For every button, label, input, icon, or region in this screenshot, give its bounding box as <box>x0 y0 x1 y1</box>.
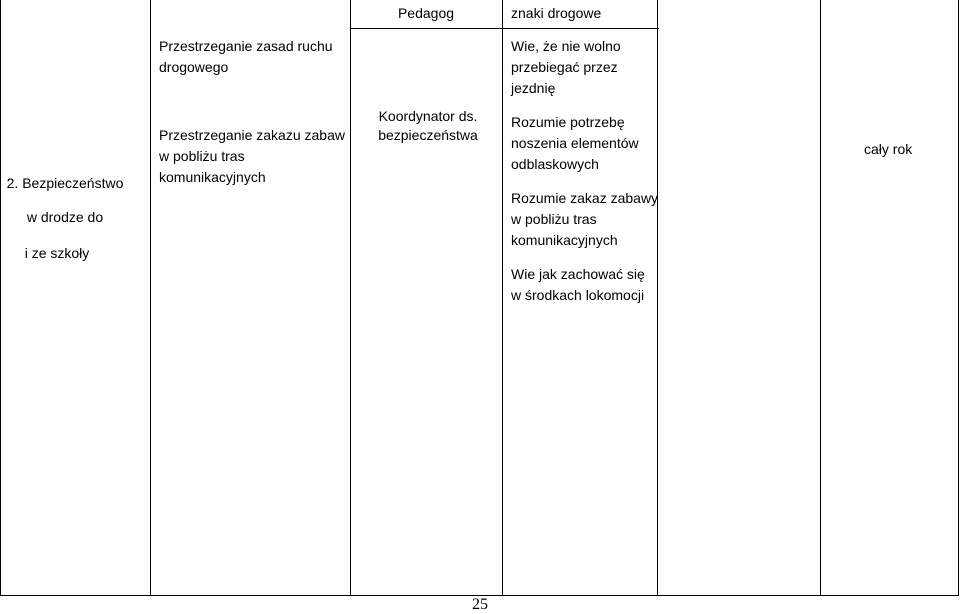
responsible-line-2: bezpieczeństwa <box>378 127 478 143</box>
topic-line-3: i ze szkoły <box>24 245 90 261</box>
outcome-2-line-2: noszenia elementów <box>511 135 639 151</box>
table-border-left <box>0 0 1 596</box>
topic-line-1: 2. Bezpieczeństwo <box>6 175 124 191</box>
outcome-2-line-3: odblaskowych <box>511 156 599 172</box>
column-divider-1 <box>150 0 151 596</box>
page-number: 25 <box>472 596 488 613</box>
task-1-line-2: drogowego <box>159 59 229 75</box>
responsible-line-1: Koordynator ds. <box>378 108 478 124</box>
outcome-3-line-3: komunikacyjnych <box>511 232 618 248</box>
outcome-1-line-1: Wie, że nie wolno <box>511 38 621 54</box>
outcome-1-line-2: przebiegać przez <box>511 59 618 75</box>
outcome-4-line-1: Wie jak zachować się <box>511 266 645 282</box>
outcome-2-line-1: Rozumie potrzebę <box>511 114 625 130</box>
outcome-1-line-3: jezdnię <box>511 80 556 96</box>
term-value: cały rok <box>864 141 913 157</box>
outcome-3-line-2: w pobliżu tras <box>511 211 597 227</box>
task-2-line-3: komunikacyjnych <box>159 169 266 185</box>
column-divider-2 <box>350 0 351 596</box>
task-1-line-1: Przestrzeganie zasad ruchu <box>159 38 333 54</box>
table-border-right <box>958 0 959 596</box>
topic-line-2: w drodze do <box>26 209 104 225</box>
column-divider-5 <box>820 0 821 596</box>
header-who: Pedagog <box>397 5 455 21</box>
column-divider-4 <box>657 0 658 596</box>
task-2-line-2: w pobliżu tras <box>159 148 245 164</box>
task-2-line-1: Przestrzeganie zakazu zabaw <box>159 127 345 143</box>
outcome-4-line-2: w środkach lokomocji <box>511 287 645 303</box>
row-divider-header <box>350 28 659 29</box>
outcome-3-line-1: Rozumie zakaz zabawy <box>511 190 659 206</box>
column-divider-3 <box>502 0 503 596</box>
header-what: znaki drogowe <box>511 5 602 21</box>
